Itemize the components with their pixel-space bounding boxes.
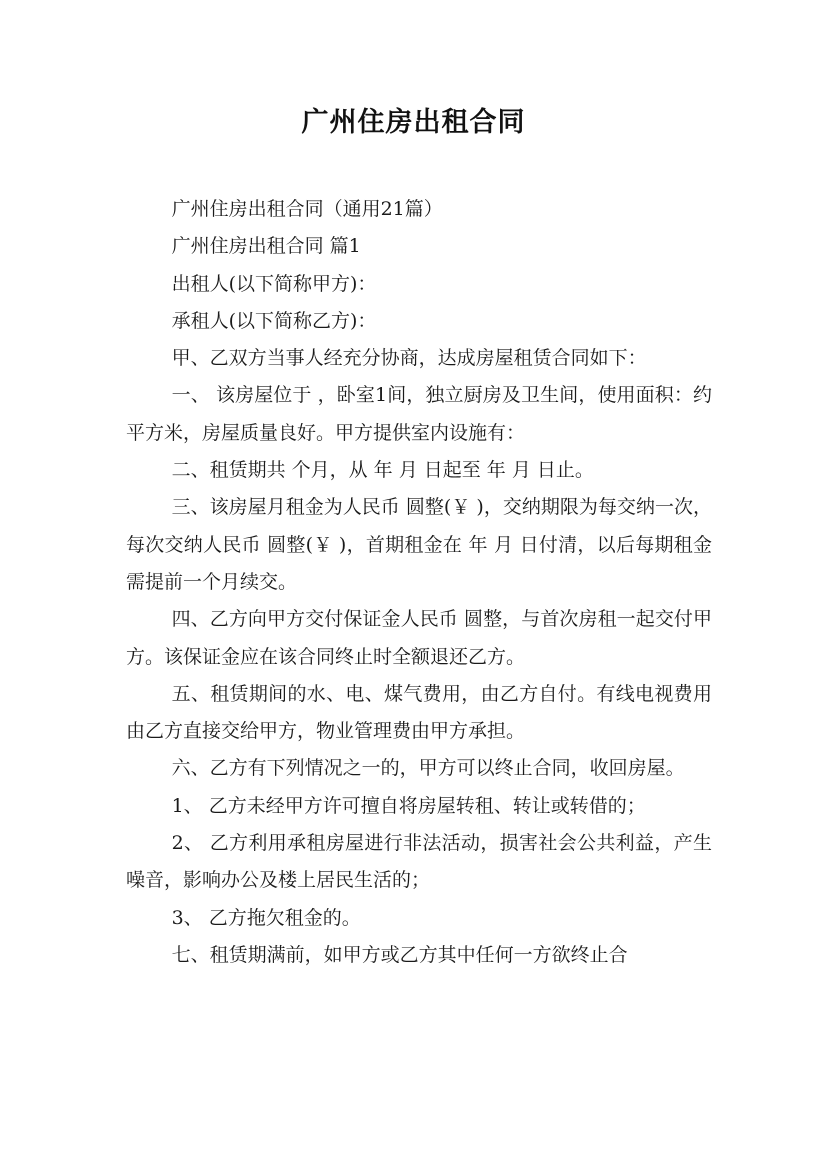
- paragraph-clause-1: 一、 该房屋位于 ，卧室1间，独立厨房及卫生间，使用面积：约 平方米，房屋质量良好。甲方提供室内设施有：: [126, 384, 719, 444]
- paragraph-intro: 甲、乙双方当事人经充分协商，达成房屋租赁合同如下：: [171, 347, 647, 370]
- paragraph-lessor: 出租人(以下简称甲方)：: [171, 272, 377, 295]
- paragraph-clause-2: 二、租赁期共 个月，从 年 月 日起至 年 月 日止。: [171, 459, 594, 482]
- paragraph-section-heading: 广州住房出租合同 篇1: [171, 235, 361, 258]
- paragraph-lessee: 承租人(以下简称乙方)：: [171, 309, 377, 332]
- paragraph-subtitle: 广州住房出租合同（通用21篇）: [171, 198, 443, 220]
- document-body: [126, 191, 719, 974]
- paragraph-clause-6-item-2: 2、 乙方利用承租房屋进行非法活动，损害社会公共利益，产生噪音，影响办公及楼上居民生活的；: [126, 832, 712, 892]
- paragraph-clause-7: 七、租赁期满前，如甲方或乙方其中任何一方欲终止合: [171, 943, 628, 966]
- paragraph-clause-6: 六、乙方有下列情况之一的，甲方可以终止合同，收回房屋。: [171, 757, 685, 780]
- paragraph-clause-6-item-1: 1、 乙方未经甲方许可擅自将房屋转租、转让或转借的；: [171, 794, 646, 817]
- document-title: 广州住房出租合同: [301, 107, 526, 138]
- paragraph-clause-6-item-3: 3、 乙方拖欠租金的。: [171, 906, 361, 929]
- paragraph-clause-5: 五、租赁期间的水、电、煤气费用，由乙方自付。有线电视费用由乙方直接交给甲方，物业管理费由甲方承担。: [126, 682, 712, 743]
- paragraph-clause-4: 四、乙方向甲方交付保证金人民币 圆整，与首次房租一起交付甲方。该保证金应在该合同终止时全额退还乙方。: [126, 608, 712, 668]
- paragraph-clause-3: 三、该房屋月租金为人民币 圆整(￥ )，交纳期限为每交纳一次，每次交纳人民币 圆整(￥ )，首期租金在 年 月 日付清，以后每期租金需提前一个月续交。: [126, 496, 712, 593]
